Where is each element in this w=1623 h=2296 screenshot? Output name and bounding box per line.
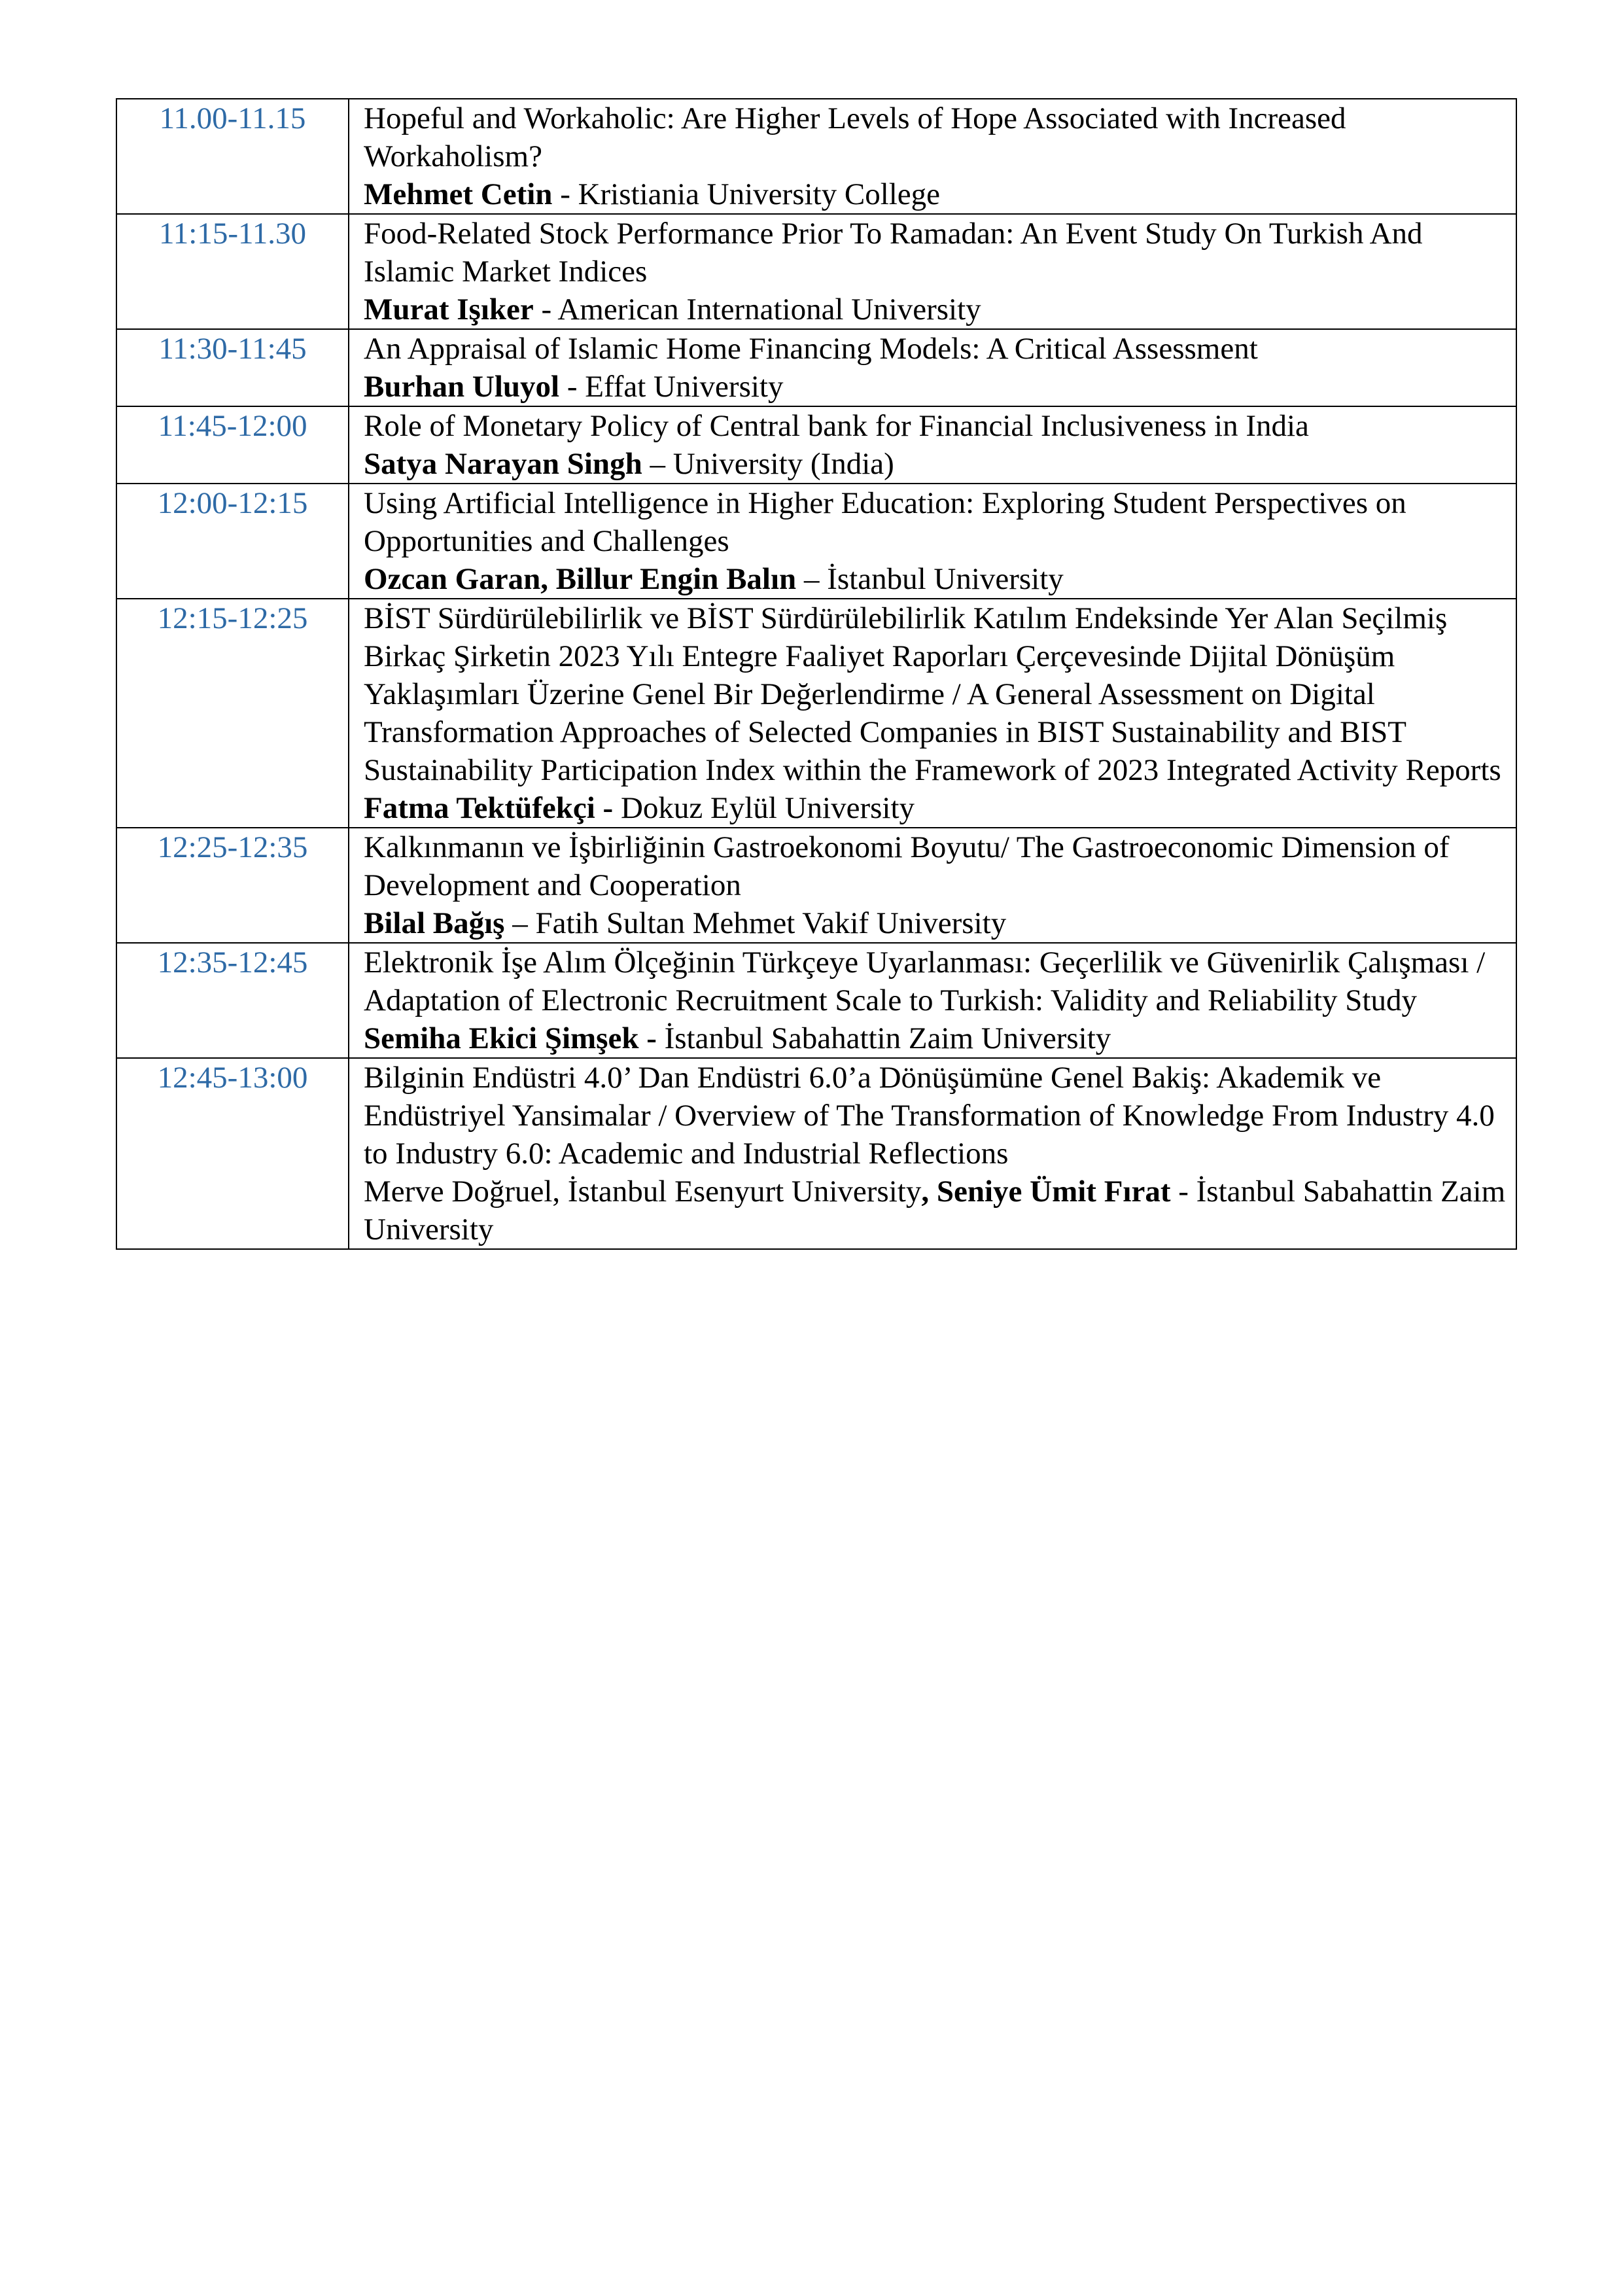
presenter-name: Satya Narayan Singh	[364, 447, 642, 481]
session-details	[349, 99, 1516, 214]
session-authors	[364, 291, 1507, 328]
presenter-affiliation: - İstanbul Sabahattin Zaim University	[364, 1174, 1506, 1246]
session-time: 11:45-12:00	[116, 406, 349, 484]
presenter-affiliation: – University (India)	[642, 447, 894, 481]
session-title: Kalkınmanın ve İşbirliğinin Gastroekonomi Boyutu/ The Gastroeconomic Dimension of Development and Cooperation	[364, 830, 1450, 902]
session-authors	[364, 1019, 1507, 1057]
presenter-affiliation: - American International University	[533, 292, 981, 327]
presenter-affiliation: - Kristiania University College	[552, 177, 941, 211]
session-title: An Appraisal of Islamic Home Financing Models: A Critical Assessment	[364, 332, 1258, 366]
presenter-affiliation: Dokuz Eylül University	[613, 791, 915, 825]
session-time: 11:30-11:45	[116, 329, 349, 406]
presenter-affiliation: – İstanbul University	[796, 562, 1064, 596]
table-row	[116, 599, 1516, 828]
session-details	[349, 1058, 1516, 1249]
session-time: 12:25-12:35	[116, 828, 349, 943]
presenter-affiliation: – Fatih Sultan Mehmet Vakif University	[504, 906, 1007, 940]
session-time: 11.00-11.15	[116, 99, 349, 214]
session-details	[349, 329, 1516, 406]
session-title: BİST Sürdürülebilirlik ve BİST Sürdürülebilirlik Katılım Endeksinde Yer Alan Seçilmiş Birkaç Şirketin 2023 Yılı Entegre Faaliyet Raporları Çerçevesinde Dijital Dönüşüm Yaklaşımları Üzerine Genel Bir Değerlendirme / A General Assessment on Digital Transformation Approaches of Selected Companies in BIST Sustainability and BIST Sustainability Participation Index within the Framework of 2023 Integrated Activity Reports	[364, 601, 1501, 787]
co-presenter-affiliation: Merve Doğruel, İstanbul Esenyurt University	[364, 1174, 922, 1209]
session-details	[349, 484, 1516, 599]
table-row	[116, 329, 1516, 406]
session-title: Bilginin Endüstri 4.0’ Dan Endüstri 6.0’a Dönüşümüne Genel Bakiş: Akademik ve Endüstriyel Yansimalar / Overview of The Transformation of Knowledge From Industry 4.0 to Industry 6.0: Academic and Industrial Reflections	[364, 1061, 1495, 1171]
table-row	[116, 99, 1516, 214]
table-row	[116, 484, 1516, 599]
session-authors	[364, 175, 1507, 213]
session-authors	[364, 445, 1507, 483]
session-time: 12:00-12:15	[116, 484, 349, 599]
session-time: 12:15-12:25	[116, 599, 349, 828]
presenter-name: , Seniye Ümit Fırat	[921, 1174, 1171, 1209]
session-details	[349, 214, 1516, 329]
presenter-affiliation: - Effat University	[559, 370, 784, 404]
session-time: 12:35-12:45	[116, 943, 349, 1058]
session-authors	[364, 560, 1507, 598]
session-details	[349, 406, 1516, 484]
session-title: Food-Related Stock Performance Prior To Ramadan: An Event Study On Turkish And Islamic Market Indices	[364, 217, 1423, 289]
schedule-table	[116, 98, 1517, 1250]
presenter-name: Bilal Bağış	[364, 906, 505, 940]
presenter-name: Burhan Uluyol	[364, 370, 560, 404]
presenter-name: Ozcan Garan, Billur Engin Balın	[364, 562, 797, 596]
session-details	[349, 943, 1516, 1058]
table-row	[116, 406, 1516, 484]
presenter-name: Murat Işıker	[364, 292, 534, 327]
table-row	[116, 943, 1516, 1058]
presenter-affiliation: İstanbul Sabahattin Zaim University	[656, 1021, 1111, 1055]
session-authors	[364, 904, 1507, 942]
session-authors	[364, 368, 1507, 406]
table-row	[116, 214, 1516, 329]
session-time: 11:15-11.30	[116, 214, 349, 329]
presenter-name: Fatma Tektüfekçi -	[364, 791, 614, 825]
session-details	[349, 828, 1516, 943]
session-authors	[364, 1173, 1507, 1248]
presenter-name: Mehmet Cetin	[364, 177, 553, 211]
table-row	[116, 1058, 1516, 1249]
table-row	[116, 828, 1516, 943]
session-authors	[364, 789, 1507, 827]
session-details	[349, 599, 1516, 828]
session-title: Elektronik İşe Alım Ölçeğinin Türkçeye Uyarlanması: Geçerlilik ve Güvenirlik Çalışması / Adaptation of Electronic Recruitment Scale to Turkish: Validity and Reliability Study	[364, 945, 1486, 1017]
session-title: Hopeful and Workaholic: Are Higher Levels of Hope Associated with Increased Workaholism?	[364, 101, 1346, 173]
session-title: Role of Monetary Policy of Central bank for Financial Inclusiveness in India	[364, 409, 1309, 443]
presenter-name: Semiha Ekici Şimşek -	[364, 1021, 657, 1055]
session-title: Using Artificial Intelligence in Higher Education: Exploring Student Perspectives on Opportunities and Challenges	[364, 486, 1406, 558]
session-time: 12:45-13:00	[116, 1058, 349, 1249]
